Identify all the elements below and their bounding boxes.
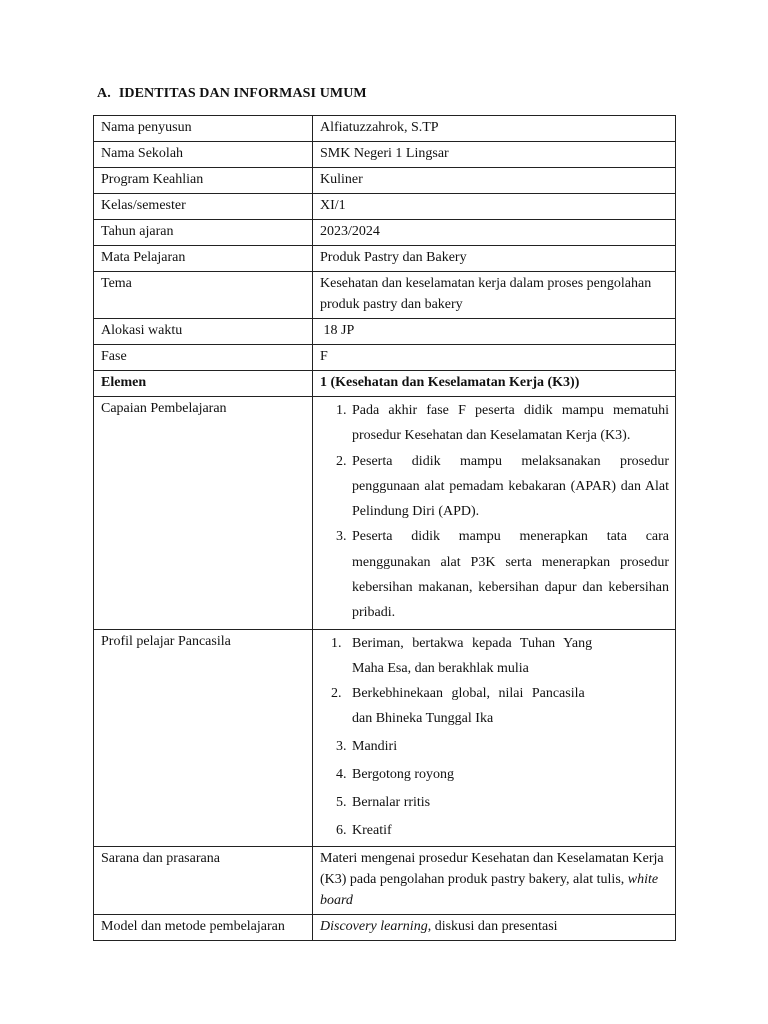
row-label: Elemen: [94, 371, 313, 397]
table-row: [94, 168, 676, 194]
list-item-line: dan Bhineka Tunggal Ika: [352, 710, 494, 726]
sarana-italic: white board: [320, 871, 659, 908]
table-row: [94, 397, 676, 630]
list-item: 1. Pada akhir fase F peserta didik mampu mematuhi prosedur Kesehatan dan Keselamatan Kerja (K3).: [350, 398, 669, 449]
row-value: [313, 397, 676, 630]
row-value: SMK Negeri 1 Lingsar: [313, 142, 676, 168]
model-italic: Discovery learning: [320, 918, 428, 934]
row-label: Model dan metode pembelajaran: [94, 914, 313, 940]
row-label: Mata Pelajaran: [94, 246, 313, 272]
identity-table: [93, 115, 676, 941]
row-label: Capaian Pembelajaran: [94, 397, 313, 630]
table-row: [94, 272, 676, 319]
row-value: 1 (Kesehatan dan Keselamatan Kerja (K3)): [313, 371, 676, 397]
list-item: [350, 681, 669, 731]
section-title: IDENTITAS DAN INFORMASI UMUM: [118, 86, 367, 101]
sarana-text: Materi mengenai prosedur Kesehatan dan Keselamatan Kerja (K3) pada pengolahan produk pastry bakery, alat tulis,: [320, 850, 664, 887]
list-item: 3. Mandiri: [350, 734, 669, 759]
row-value: 18 JP: [313, 319, 676, 345]
row-label: Nama Sekolah: [94, 142, 313, 168]
table-row: [94, 629, 676, 846]
row-value: 2023/2024: [313, 220, 676, 246]
row-label: Nama penyusun: [94, 116, 313, 142]
table-row: [94, 220, 676, 246]
row-value: Kesehatan dan keselamatan kerja dalam proses pengolahan produk pastry dan bakery: [313, 272, 676, 319]
table-row: [94, 246, 676, 272]
row-value: XI/1: [313, 194, 676, 220]
table-row: [94, 319, 676, 345]
model-text: , diskusi dan presentasi: [427, 918, 558, 934]
row-label: Sarana dan prasarana: [94, 846, 313, 914]
section-number: A.: [97, 86, 111, 101]
list-item: 3. Peserta didik mampu menerapkan tata cara menggunakan alat P3K serta menerapkan prosedur kebersihan makanan, kebersihan dapur dan kebersihan pribadi.: [350, 524, 669, 625]
row-value: [313, 846, 676, 914]
row-label: Profil pelajar Pancasila: [94, 629, 313, 846]
list-item: 4. Bergotong royong: [350, 762, 669, 787]
table-row: [94, 846, 676, 914]
row-label: Fase: [94, 345, 313, 371]
table-row: [94, 371, 676, 397]
list-item: 6. Kreatif: [350, 818, 669, 843]
table-row: [94, 914, 676, 940]
row-label: Tahun ajaran: [94, 220, 313, 246]
table-row: [94, 194, 676, 220]
list-item: 2. Peserta didik mampu melaksanakan prosedur penggunaan alat pemadam kebakaran (APAR) dan Alat Pelindung Diri (APD).: [350, 449, 669, 525]
capaian-list: [320, 398, 669, 626]
profil-list: [320, 631, 669, 843]
row-value: [313, 629, 676, 846]
list-item-line: Berkebhinekaan global, nilai Pancasila: [352, 685, 585, 701]
row-value: Alfiatuzzahrok, S.TP: [313, 116, 676, 142]
list-item-line: Maha Esa, dan berakhlak mulia: [352, 660, 529, 676]
row-label: Tema: [94, 272, 313, 319]
list-item: 5. Bernalar rritis: [350, 790, 669, 815]
table-row: [94, 345, 676, 371]
row-value: [313, 914, 676, 940]
row-value: Produk Pastry dan Bakery: [313, 246, 676, 272]
row-value: F: [313, 345, 676, 371]
row-value: Kuliner: [313, 168, 676, 194]
list-item-line: Beriman, bertakwa kepada Tuhan Yang: [352, 635, 593, 651]
list-item: [350, 631, 669, 681]
table-row: [94, 142, 676, 168]
row-label: Program Keahlian: [94, 168, 313, 194]
row-label: Alokasi waktu: [94, 319, 313, 345]
section-heading: [97, 86, 367, 102]
table-row: [94, 116, 676, 142]
row-label: Kelas/semester: [94, 194, 313, 220]
